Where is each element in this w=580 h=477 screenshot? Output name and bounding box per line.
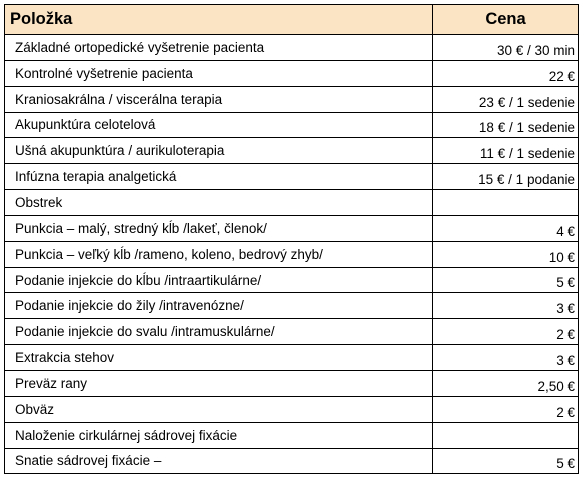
table-row <box>5 241 579 267</box>
table-body <box>5 35 579 474</box>
item-cell: Podanie injekcie do svalu /intramuskulárne/ <box>5 319 433 345</box>
item-cell: Extrakcia stehov <box>5 345 433 371</box>
price-cell: 5 € <box>433 267 579 293</box>
table-row <box>5 448 579 474</box>
price-cell: 10 € <box>433 241 579 267</box>
price-cell: 3 € <box>433 293 579 319</box>
item-cell: Kontrolné vyšetrenie pacienta <box>5 60 433 86</box>
table-row <box>5 293 579 319</box>
table-row <box>5 370 579 396</box>
item-cell: Obstrek <box>5 190 433 216</box>
price-cell <box>433 190 579 216</box>
table-row <box>5 86 579 112</box>
item-cell: Podanie injekcie do kĺbu /intraartikulárne/ <box>5 267 433 293</box>
table-row <box>5 319 579 345</box>
item-cell: Naloženie cirkulárnej sádrovej fixácie <box>5 422 433 448</box>
price-cell: 18 € / 1 sedenie <box>433 112 579 138</box>
price-cell: 11 € / 1 sedenie <box>433 138 579 164</box>
table-row <box>5 396 579 422</box>
price-list-table <box>4 4 579 474</box>
item-cell: Infúzna terapia analgetická <box>5 164 433 190</box>
price-cell: 4 € <box>433 215 579 241</box>
table-row <box>5 35 579 61</box>
price-cell: 15 € / 1 podanie <box>433 164 579 190</box>
header-row <box>5 5 579 35</box>
item-cell: Akupunktúra celotelová <box>5 112 433 138</box>
table-row <box>5 190 579 216</box>
price-cell <box>433 422 579 448</box>
price-cell: 2 € <box>433 319 579 345</box>
column-header-item: Položka <box>5 5 433 35</box>
price-cell: 23 € / 1 sedenie <box>433 86 579 112</box>
price-cell: 2,50 € <box>433 370 579 396</box>
item-cell: Kraniosakrálna / viscerálna terapia <box>5 86 433 112</box>
column-header-price: Cena <box>433 5 579 35</box>
item-cell: Ušná akupunktúra / aurikuloterapia <box>5 138 433 164</box>
item-cell: Punkcia – veľký kĺb /rameno, koleno, bedrový zhyb/ <box>5 241 433 267</box>
item-cell: Obväz <box>5 396 433 422</box>
price-cell: 22 € <box>433 60 579 86</box>
table-row <box>5 164 579 190</box>
table-row <box>5 112 579 138</box>
price-cell: 2 € <box>433 396 579 422</box>
table-row <box>5 345 579 371</box>
table-row <box>5 267 579 293</box>
table-row <box>5 60 579 86</box>
item-cell: Punkcia – malý, stredný kĺb /lakeť, členok/ <box>5 215 433 241</box>
price-cell: 30 € / 30 min <box>433 35 579 61</box>
table-row <box>5 138 579 164</box>
item-cell: Snatie sádrovej fixácie – <box>5 448 433 474</box>
table-header <box>5 5 579 35</box>
item-cell: Preväz rany <box>5 370 433 396</box>
price-cell: 5 € <box>433 448 579 474</box>
table-row <box>5 215 579 241</box>
table-row <box>5 422 579 448</box>
item-cell: Podanie injekcie do žily /intravenózne/ <box>5 293 433 319</box>
item-cell: Základné ortopedické vyšetrenie pacienta <box>5 35 433 61</box>
price-cell: 3 € <box>433 345 579 371</box>
